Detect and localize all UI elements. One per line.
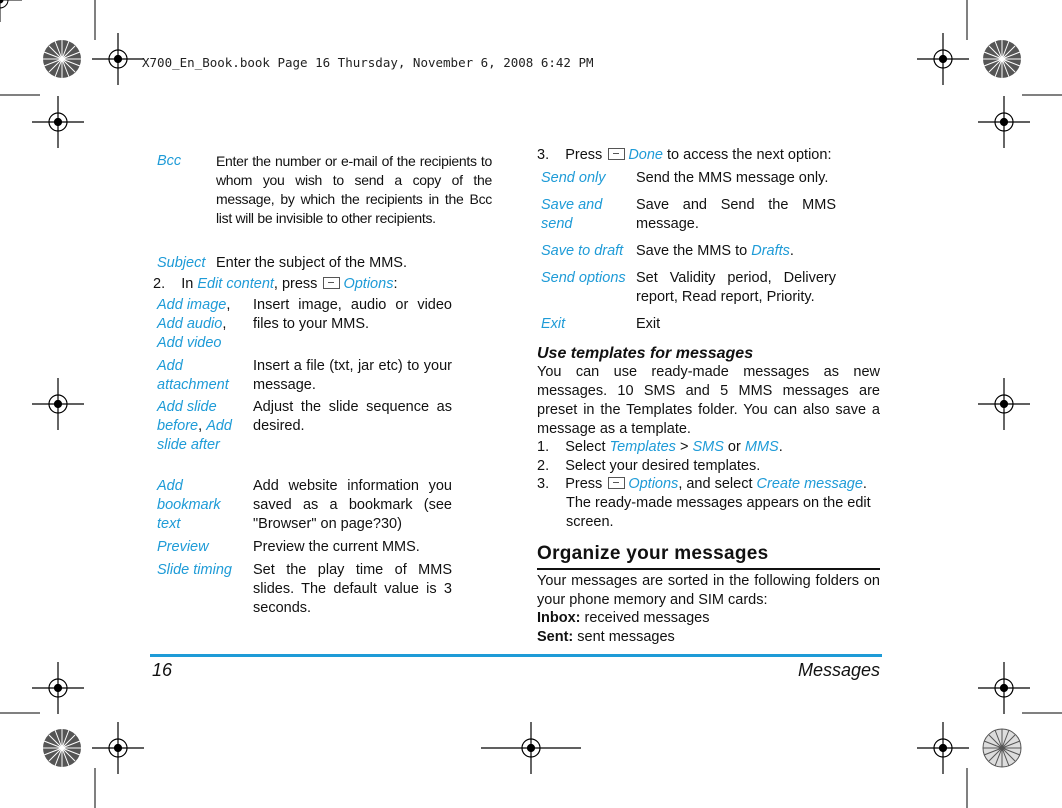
term-send-only: Send only: [541, 170, 606, 186]
folder-inbox: Inbox: received messages: [537, 610, 710, 626]
term-add-video: Add video: [157, 335, 222, 351]
step-text: to access the next option:: [667, 147, 832, 163]
link-mms: MMS: [744, 439, 779, 455]
link-create-message: Create message: [756, 476, 863, 492]
desc-slide-timing: Set the play time of MMS slides. The default value is 3 seconds.: [253, 562, 452, 616]
heading-underline: [537, 568, 880, 570]
desc-subject: Enter the subject of the MMS.: [216, 255, 408, 271]
book-stamp: X700_En_Book.book Page 16 Thursday, November 6, 2008 6:42 PM: [142, 55, 594, 70]
page-number: 16: [152, 660, 173, 680]
footer-rule: [150, 654, 882, 657]
heading-use-templates: Use templates for messages: [537, 345, 754, 362]
desc-preview: Preview the current MMS.: [253, 539, 420, 555]
term-bcc: Bcc: [157, 153, 182, 169]
desc-add-attachment: Insert a file (txt, jar etc) to your message.: [253, 358, 452, 393]
template-step-3-note: The ready-made messages appears on the edit screen.: [566, 495, 871, 530]
link-done: Done: [628, 147, 663, 163]
term-add-image: Add image: [157, 297, 227, 313]
step-text: :: [393, 276, 398, 292]
step-number: 3.: [537, 147, 550, 163]
step-2: [153, 275, 397, 294]
organize-body: Your messages are sorted in the following folders on your phone memory and SIM cards:: [537, 573, 880, 608]
link-options: Options: [628, 476, 679, 492]
section-title: Messages: [797, 660, 880, 680]
term-preview: Preview: [157, 539, 209, 555]
term-add-bookmark: Add bookmark text: [157, 478, 221, 532]
desc-add-slide: Adjust the slide sequence as desired.: [253, 399, 452, 434]
desc-bcc: Enter the number or e-mail of the recipients to whom you wish to send a copy of the message, by which the recipients in the Bcc list will be invisible to other recipients.: [216, 153, 492, 226]
heading-organize: Organize your messages: [537, 543, 769, 564]
desc-send-only: Send the MMS message only.: [636, 170, 829, 186]
templates-body: You can use ready-made messages as new messages. 10 SMS and 5 MMS messages are preset in the Templates folder. You can also save a message as a template.: [537, 364, 880, 437]
desc-add-media: Insert image, audio or video files to your MMS.: [253, 297, 452, 332]
term-save-to-draft: Save to draft: [541, 243, 624, 259]
link-edit-content: Edit content: [197, 276, 274, 292]
step-number: 2.: [153, 276, 166, 292]
term-send-options: Send options: [541, 270, 626, 286]
template-step-2: 2. Select your desired templates.: [537, 458, 761, 474]
step-3: [537, 146, 831, 165]
desc-add-bookmark: Add website information you saved as a bookmark (see "Browser" on page?30): [253, 478, 452, 532]
step-text: Press: [565, 147, 603, 163]
softkey-icon: [608, 477, 625, 489]
step-text: In: [181, 276, 194, 292]
folder-sent: Sent: sent messages: [537, 629, 675, 645]
desc-save-and-send: Save and Send the MMS message.: [636, 197, 836, 232]
softkey-icon: [323, 277, 340, 289]
desc-exit: Exit: [636, 316, 661, 332]
term-add-slide: Add slide before, Add slide after: [157, 399, 232, 453]
term-slide-timing: Slide timing: [157, 562, 232, 578]
template-step-1: 1. Select Templates > SMS or MMS.: [537, 439, 783, 455]
desc-save-to-draft: Save the MMS to Drafts.: [636, 243, 794, 259]
term-add-attachment: Add attachment: [157, 358, 229, 393]
term-save-and-send: Save and send: [541, 197, 603, 232]
term-subject: Subject: [157, 255, 206, 271]
desc-send-options: Set Validity period, Delivery report, Read report, Priority.: [636, 270, 836, 305]
link-templates: Templates: [609, 439, 676, 455]
link-options: Options: [343, 276, 394, 292]
link-sms: SMS: [692, 439, 724, 455]
softkey-icon: [608, 148, 625, 160]
template-step-3: 3. Press Options, and select Create message.: [537, 476, 867, 492]
step-text: , press: [273, 276, 318, 292]
term-add-media: Add image, Add audio, Add video: [157, 297, 231, 351]
term-exit: Exit: [541, 316, 566, 332]
term-add-audio: Add audio: [157, 316, 223, 332]
link-drafts: Drafts: [751, 243, 790, 259]
